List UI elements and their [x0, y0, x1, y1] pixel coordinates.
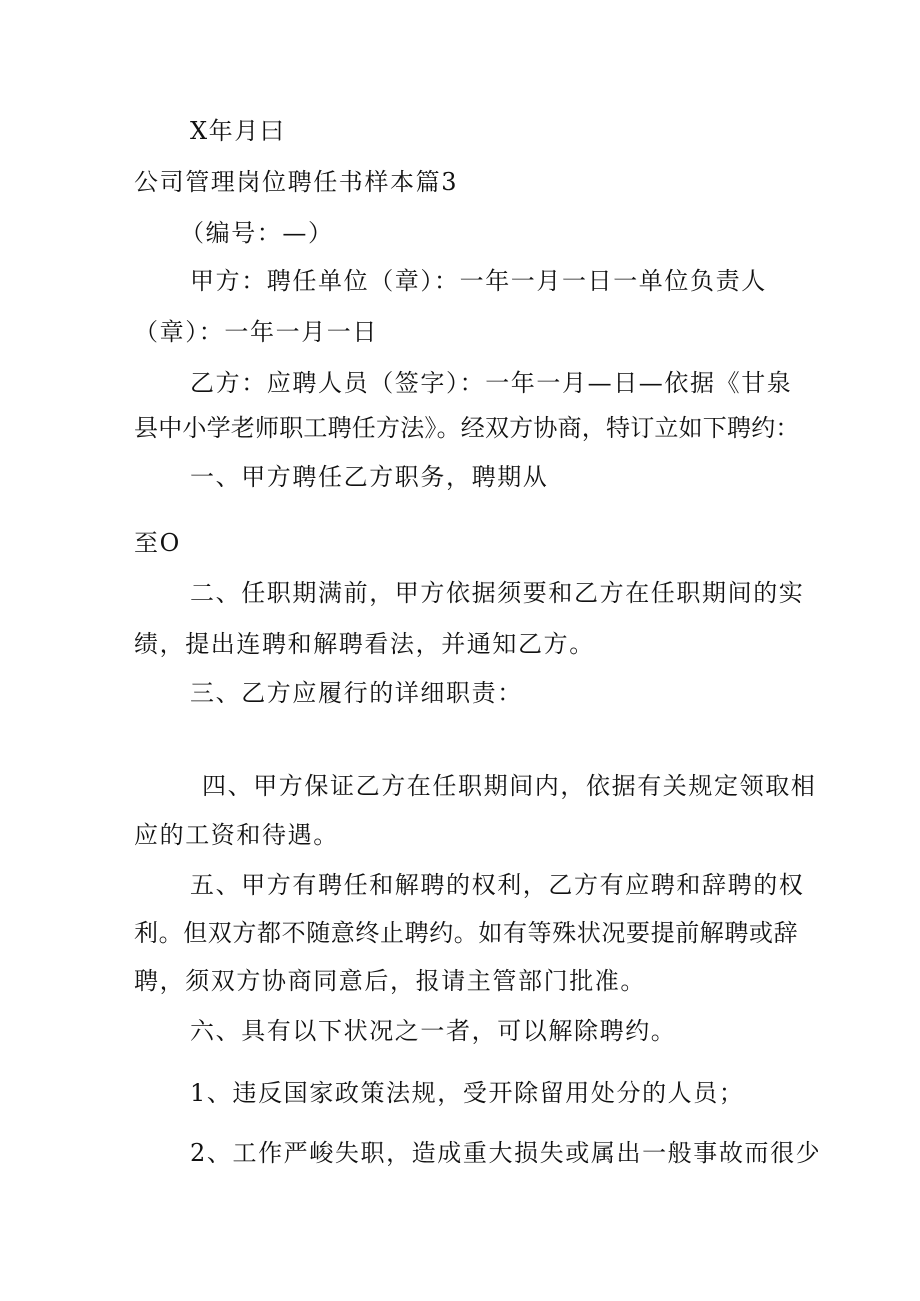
clause-2-continued: 绩，提出连聘和解聘看法，并通知乙方。 — [134, 630, 595, 658]
document-number: （编号：—） — [180, 219, 334, 247]
clause-6-item-2: 2、工作严峻失职，造成重大损失或属出一般事故而很少 — [190, 1139, 822, 1167]
clause-5-end: 聘，须双方协商同意后，报请主管部门批准。 — [134, 967, 646, 995]
clause-2: 二、任职期满前，甲方依据须要和乙方在任职期间的实 — [190, 579, 805, 607]
clause-4-continued: 应的工资和待遇。 — [134, 821, 339, 849]
party-b-line-continued: 县中小学老师职工聘任方法》。经双方协商，特订立如下聘约： — [134, 414, 800, 442]
clause-1-continued: 至O — [134, 529, 181, 557]
clause-5-continued: 利。但双方都不随意终止聘约。如有等殊状况要提前解聘或辞 — [134, 919, 799, 947]
clause-4: 四、甲方保证乙方在任职期间内，依据有关规定领取相 — [202, 772, 817, 800]
clause-5: 五、甲方有聘任和解聘的权利，乙方有应聘和辞聘的权 — [190, 871, 805, 899]
clause-6-item-1: 1、违反国家政策法规，受开除留用处分的人员； — [190, 1079, 745, 1107]
clause-1: 一、甲方聘任乙方职务，聘期从 — [190, 463, 549, 491]
party-a-line-continued: （章）：一年一月一日 — [134, 318, 378, 346]
section-title: 公司管理岗位聘任书样本篇3 — [134, 168, 459, 196]
party-b-line: 乙方：应聘人员（签字）：一年一月—日—依据《甘泉 — [190, 369, 793, 397]
clause-3: 三、乙方应履行的详细职责： — [190, 679, 523, 707]
date-line: X年月曰 — [190, 117, 286, 145]
clause-6: 六、具有以下状况之一者，可以解除聘约。 — [190, 1017, 677, 1045]
party-a-line: 甲方：聘任单位（章）：一年一月一日一单位负责人 — [190, 267, 767, 295]
